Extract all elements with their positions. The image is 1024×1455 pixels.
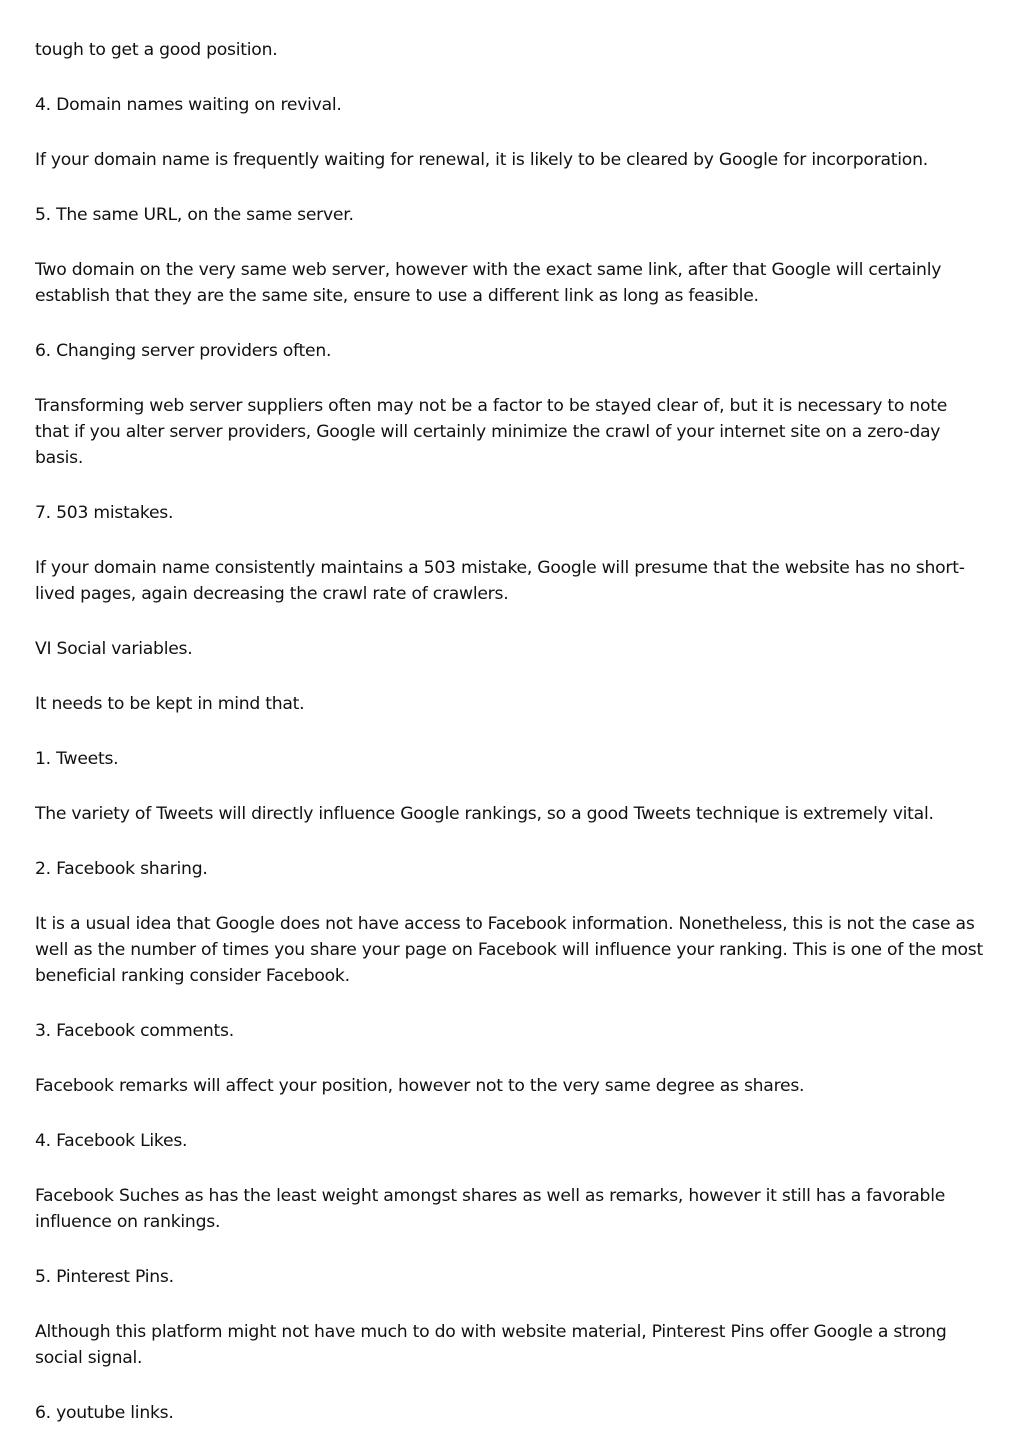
paragraph-server-providers: Transforming web server suppliers often may not be a factor to be stayed clear of, but it is necessary to note that if you alter server providers, Google will certainly minimize the crawl of your internet site on a zero-day basis. [35,396,948,468]
document-page [35,37,985,1455]
section-heading-domain-revival: 4. Domain names waiting on revival. [35,95,342,115]
section-heading-503-mistakes: 7. 503 mistakes. [35,503,174,523]
paragraph-social-intro: It needs to be kept in mind that. [35,694,305,714]
section-heading-facebook-comments: 3. Facebook comments. [35,1021,234,1041]
section-heading-youtube-links: 6. youtube links. [35,1403,174,1423]
paragraph-tweets: The variety of Tweets will directly influence Google rankings, so a good Tweets technique is extremely vital. [35,804,934,824]
section-heading-tweets: 1. Tweets. [35,749,119,769]
section-heading-pinterest-pins: 5. Pinterest Pins. [35,1267,174,1287]
paragraph-pinterest-pins: Although this platform might not have much to do with website material, Pinterest Pins offer Google a strong social signal. [35,1322,947,1368]
section-heading-facebook-sharing: 2. Facebook sharing. [35,859,208,879]
section-heading-server-providers: 6. Changing server providers often. [35,341,332,361]
section-heading-social-variables: VI Social variables. [35,639,193,659]
paragraph-facebook-likes: Facebook Suches as has the least weight amongst shares as well as remarks, however it still has a favorable influence on rankings. [35,1186,946,1232]
section-heading-same-url: 5. The same URL, on the same server. [35,205,354,225]
section-heading-facebook-likes: 4. Facebook Likes. [35,1131,188,1151]
paragraph-domain-revival: If your domain name is frequently waiting for renewal, it is likely to be cleared by Google for incorporation. [35,150,928,170]
paragraph-503-mistakes: If your domain name consistently maintains a 503 mistake, Google will presume that the website has no short-lived pages, again decreasing the crawl rate of crawlers. [35,558,965,604]
paragraph-same-url: Two domain on the very same web server, however with the exact same link, after that Google will certainly establish that they are the same site, ensure to use a different link as long as feasible. [35,260,942,306]
paragraph-facebook-sharing: It is a usual idea that Google does not have access to Facebook information. Nonetheless, this is not the case as well as the number of times you share your page on Facebook will influence your ranking. This is one of the most beneficial ranking consider Facebook. [35,914,983,986]
paragraph-facebook-comments: Facebook remarks will affect your position, however not to the very same degree as shares. [35,1076,805,1096]
continuation-text: tough to get a good position. [35,40,278,60]
